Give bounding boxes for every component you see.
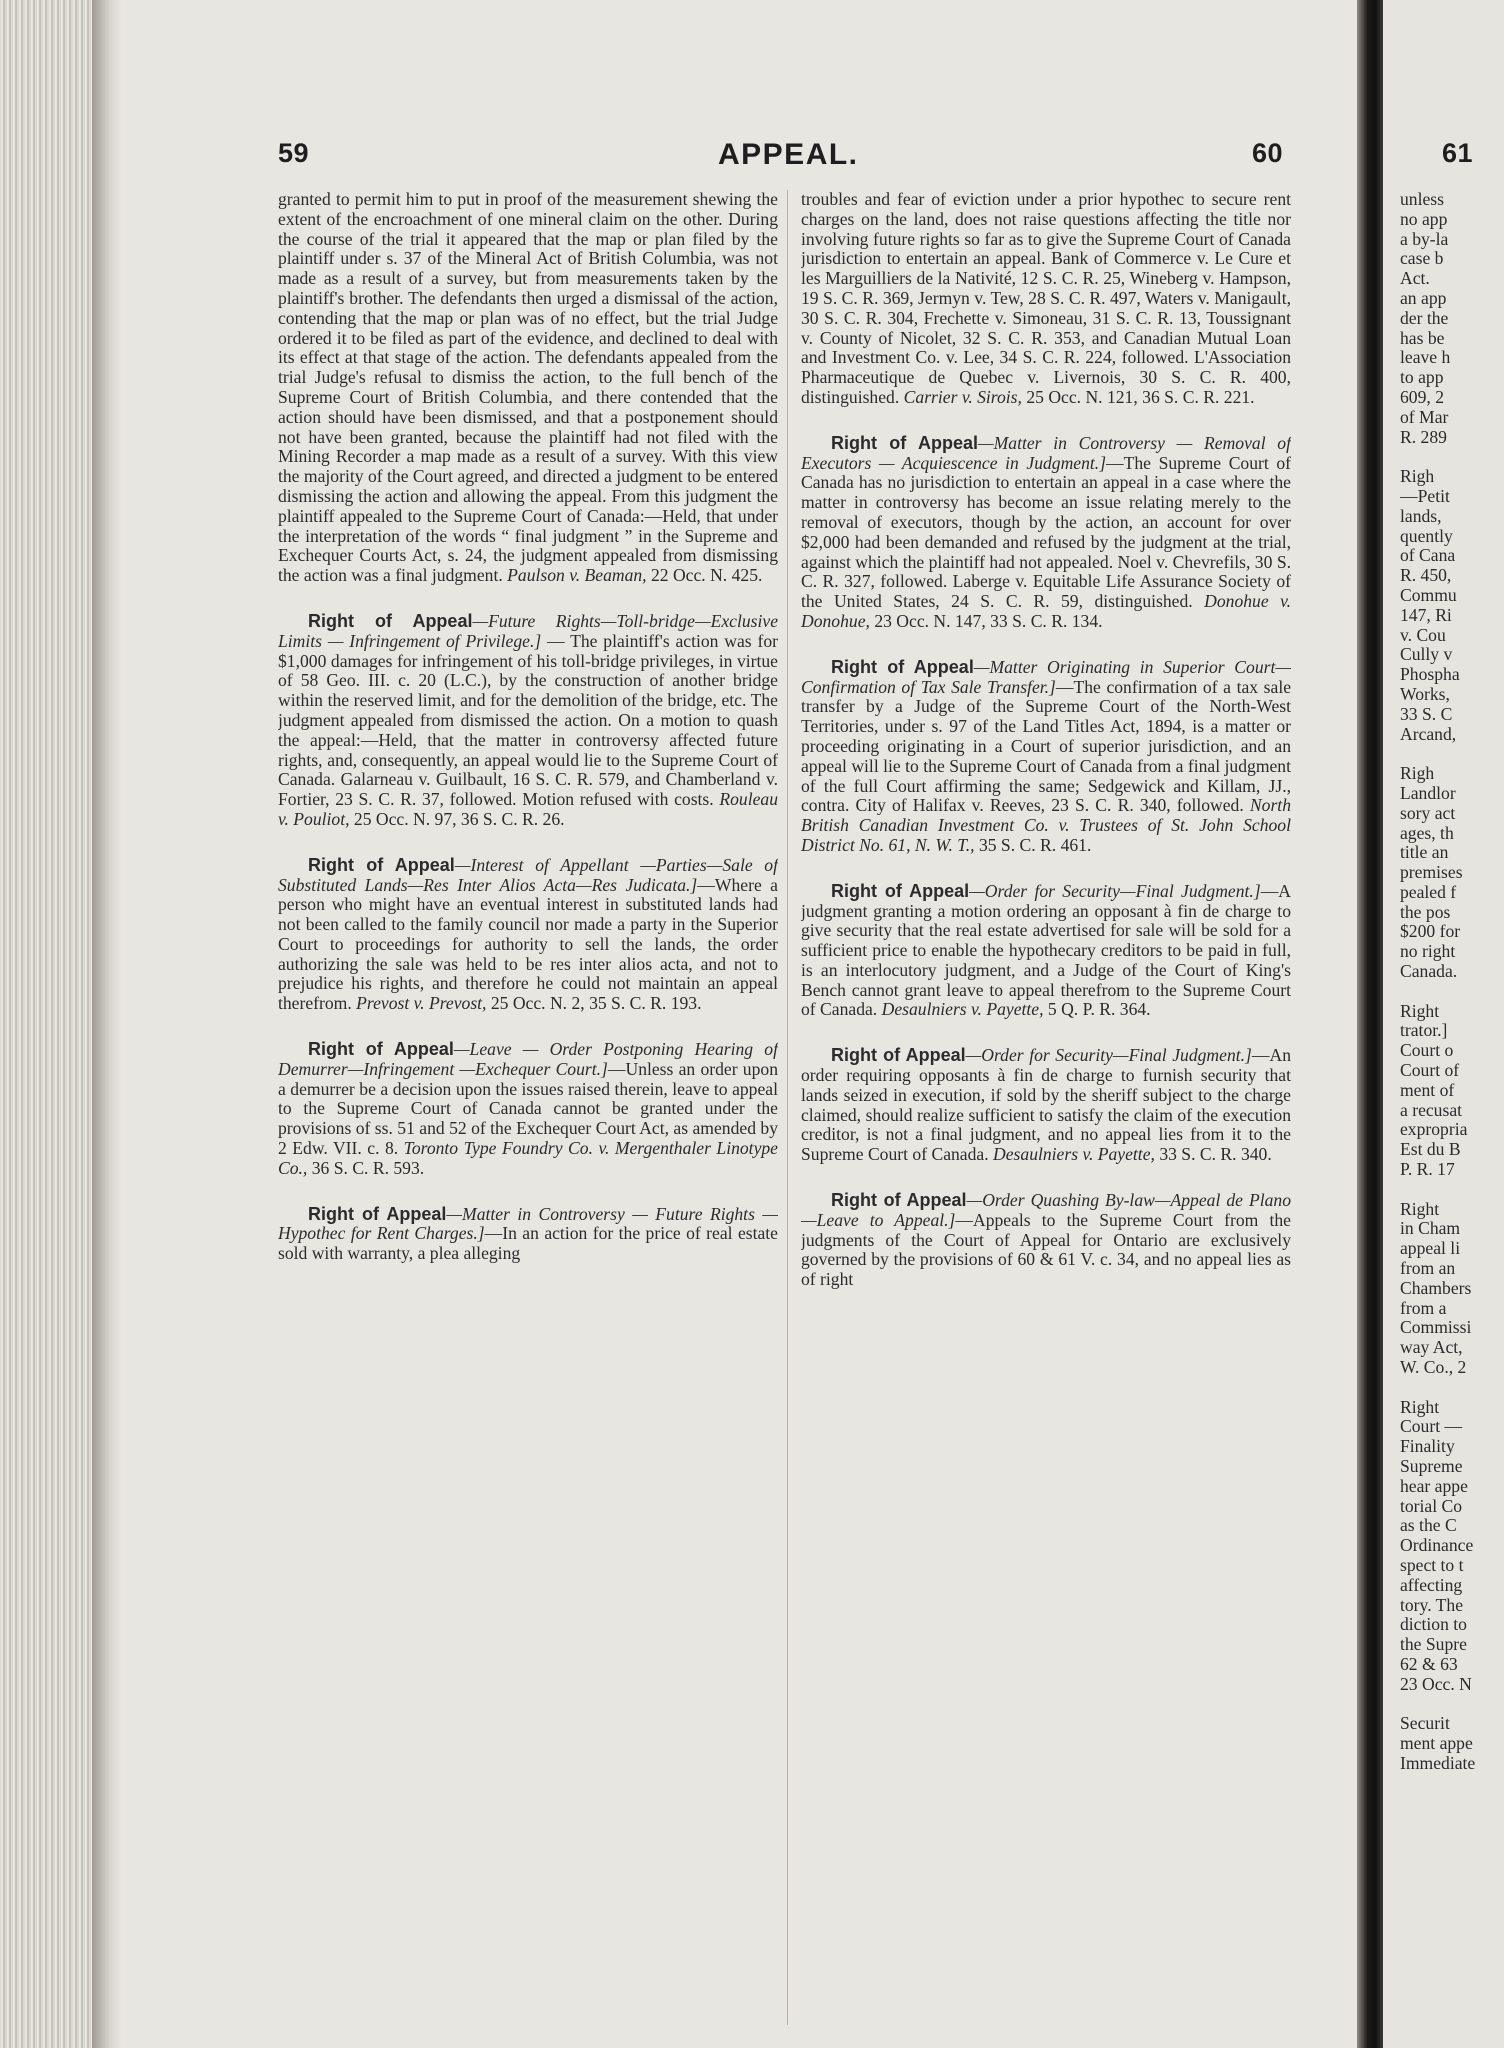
fragment-line: to app [1400, 367, 1444, 388]
fragment-line: Commissi [1400, 1317, 1472, 1338]
entry-lead: Right of Appeal [308, 610, 473, 631]
fragment-line [1400, 744, 1504, 764]
entry-heading: —Order for Security—Final Judgment.] [965, 1045, 1252, 1066]
fragment-line: diction to [1400, 1614, 1467, 1635]
fragment-line: der the [1400, 307, 1449, 328]
fragment-line: Commu [1400, 584, 1457, 605]
entry [801, 882, 1291, 1021]
fragment-line: no right [1400, 941, 1456, 962]
fragment-line: Right [1400, 1396, 1440, 1417]
fragment-line: Ordinance [1400, 1535, 1474, 1556]
fragment-line: premises [1400, 862, 1463, 883]
fragment-line: Cully v [1400, 644, 1453, 665]
fragment-line: Court — [1400, 1416, 1463, 1437]
right-column-fragment [1400, 190, 1504, 2030]
fragment-line [1400, 982, 1504, 1002]
fragment-line: Right [1400, 1198, 1440, 1219]
fragment-line: appeal li [1400, 1238, 1461, 1259]
entry-body: —The confirmation of a tax sale transfer by a Judge of the Supreme Court of the North-West Territories, under s. 97 of the Land Titles Act, 1894, is a matter or proceeding originating in a Court of superior jurisdiction, and an appeal will lie to the Supreme Court of Canada from a final judgment of the full Court affirming the same; Sedgewick and Killam, JJ., contra. City of Halifax v. Reeves, 23 S. C. R. 340, followed. [801, 676, 1291, 816]
entry-case: Desaulniers v. Payette, [881, 999, 1044, 1020]
fragment-line [1400, 1378, 1504, 1398]
fragment-line: spect to t [1400, 1554, 1464, 1575]
entry-citation: 23 Occ. N. 147, 33 S. C. R. 134. [874, 610, 1103, 631]
fragment-line: torial Co [1400, 1495, 1463, 1516]
fragment-line: 23 Occ. N [1400, 1673, 1472, 1694]
fragment-line: leave h [1400, 347, 1451, 368]
fragment-line: Right [1400, 1000, 1440, 1021]
fragment-line: trator.] [1400, 1020, 1448, 1041]
entry-lead: Right of Appeal [308, 1203, 447, 1224]
fragment-line: Securit [1400, 1713, 1450, 1734]
fragment-line: Righ [1400, 466, 1435, 487]
fragment-line: Supreme [1400, 1456, 1463, 1476]
fragment-line: a recusat [1400, 1099, 1463, 1120]
entry [801, 1046, 1291, 1165]
entry [801, 190, 1291, 408]
entry-case: Desaulniers v. Payette, [993, 1144, 1155, 1165]
entry [278, 1040, 778, 1179]
entry-citation: 33 S. C. R. 340. [1159, 1144, 1272, 1165]
entry [278, 856, 778, 1014]
fragment-line: ment of [1400, 1079, 1455, 1100]
fragment-line: ages, th [1400, 822, 1454, 843]
fragment-line: a by-la [1400, 228, 1449, 249]
entry-citation: 22 Occ. N. 425. [650, 565, 763, 586]
entry-citation: 35 S. C. R. 461. [978, 834, 1092, 855]
fragment-line: Est du B [1400, 1139, 1461, 1160]
fragment-line: Chambers [1400, 1277, 1472, 1298]
page-number-left: 59 [278, 138, 310, 168]
fragment-line: R. 450, [1400, 565, 1452, 586]
fragment-line: Works, [1400, 683, 1450, 704]
fragment-line [1400, 1180, 1504, 1200]
entry-heading: —Matter in Controversy — Removal of Executors — Acquiescence in Judgment.] [801, 432, 1291, 473]
entry-case: Rouleau v. Pouliot, [278, 789, 778, 829]
entry-lead: Right of Appeal [831, 1045, 966, 1066]
fragment-line: way Act, [1400, 1337, 1463, 1358]
fragment-line: expropria [1400, 1119, 1468, 1140]
fragment-line: case b [1400, 248, 1444, 269]
entry-citation: 36 S. C. R. 593. [311, 1157, 425, 1178]
fragment-line: 609, 2 [1400, 386, 1444, 407]
fragment-line: P. R. 17 [1400, 1159, 1455, 1180]
fragment-line: Court of [1400, 1060, 1460, 1081]
entry [801, 658, 1291, 856]
book-gutter [1357, 0, 1383, 2048]
entry-heading: —Order Quashing By-law—Appeal de Plano—Leave to Appeal.] [801, 1190, 1291, 1230]
entry-body: — The plaintiff's action was for $1,000 damages for infringement of his toll-bridge privileges, in virtue of 58 Geo. III. c. 20 (L.C.), by the construction of another bridge within the reserved limit, and for the demolition of the bridge, etc. The judgment appealed from dismissed the action. On a motion to quash the appeal:—Held, that the matter in controversy affected future rights, and, consequently, an appeal would lie to the Supreme Court of Canada. Galarneau v. Guilbault, 16 S. C. R. 579, and Chamberland v. Fortier, 23 S. C. R. 37, followed. Motion refused with costs. [278, 630, 778, 810]
fragment-line: pealed f [1400, 881, 1457, 902]
entry [278, 190, 778, 586]
entry-body: —In an action for the price of real estate sold with warranty, a plea alleging [278, 1223, 778, 1264]
middle-column [801, 190, 1291, 2030]
entry-heading: —Interest of Appellant —Parties—Sale of Substituted Lands—Res Inter Alios Acta—Res Judicata.] [278, 854, 778, 895]
entry-case: Paulson v. Beaman, [507, 565, 647, 586]
fragment-line: —Petit [1400, 485, 1450, 506]
entry-body: troubles and fear of eviction under a prior hypothec to secure rent charges on the land, does not raise questions affecting the title nor involving future rights so far as to give the Supreme Court of Canada jurisdiction to entertain an appeal. Bank of Commerce v. Le Cure et les Marguilliers de la Nativité, 12 S. C. R. 25, Wineberg v. Hampson, 19 S. C. R. 369, Jermyn v. Tew, 28 S. C. R. 497, Waters v. Manigault, 30 S. C. R. 304, Frechette v. Simoneau, 31 S. C. R. 13, Toussignant v. County of Nicolet, 32 S. C. R. 353, and Canadian Mutual Loan and Investment Co. v. Lee, 34 S. C. R. 224, followed. L'Association Pharmaceutique de Quebec v. Livernois, 30 S. C. R. 400, distinguished. [801, 190, 1291, 407]
entry-body: —An order requiring opposants à fin de charge to furnish security that lands seized in execution, if sold by the sheriff subject to the charge claimed, should realize sufficient to satisfy the claim of the execution creditor, is not a final judgment, and no appeal lies from it to the Supreme Court of Canada. [801, 1045, 1291, 1165]
page-edge-shadow [92, 0, 122, 2048]
fragment-line: of Cana [1400, 545, 1456, 566]
entry-lead: Right of Appeal [831, 656, 974, 677]
fragment-line: no app [1400, 208, 1448, 229]
fragment-line: tory. The [1400, 1594, 1464, 1615]
entry-citation: 25 Occ. N. 97, 36 S. C. R. 26. [353, 808, 565, 829]
fragment-line: v. Cou [1400, 624, 1446, 645]
fragment-line: of Mar [1400, 406, 1449, 427]
entry-citation: 25 Occ. N. 2, 35 S. C. R. 193. [490, 993, 702, 1014]
entry-body: granted to permit him to put in proof of the measurement shewing the extent of the encroachment of one mineral claim on the other. During the course of the trial it appeared that the map or plan filed by the plaintiff under s. 37 of the Mineral Act of British Columbia, was not made as a result of a survey, but from measurements taken by the plaintiff's brother. The defendants then urged a dismissal of the action, contending that the map or plan was of no effect, but the trial Judge ordered it to be filed as part of the evidence, and declined to deal with its effect at that stage of the action. The defendants appealed from the trial Judge's refusal to dismiss the action, to the full bench of the Supreme Court of British Columbia, and there contended that the action should have been dismissed, and that a postponement should not have been granted, because the plaintiff had not filed with the Mining Recorder a map made as a result of a survey. With this view the majority of the Court agreed, and directed a judgment to be entered dismissing the action and allowing the appeal. From this judgment the plaintiff appealed to the Supreme Court of Canada:—Held, that under the interpretation of the words “ final judgment ” in the Supreme and Exchequer Courts Act, s. 24, the judgment appealed from dismissing the action was a final judgment. [278, 190, 778, 586]
fragment-line: Righ [1400, 763, 1435, 784]
entry-citation: 25 Occ. N. 121, 36 S. C. R. 221. [1026, 386, 1255, 407]
entry-case: Donohue v. Donohue, [801, 591, 1291, 631]
entry [278, 612, 778, 830]
entry-heading: —Matter Originating in Superior Court—Confirmation of Tax Sale Transfer.] [801, 656, 1291, 697]
fragment-line: 147, Ri [1400, 604, 1452, 625]
fragment-line: hear appe [1400, 1475, 1468, 1496]
running-head-title: APPEAL. [718, 138, 859, 171]
entry-body: —The Supreme Court of Canada has no jurisdiction to entertain an appeal in a case where the matter in controversy has become an issue relating merely to the removal of executors, though by the action, an account for over $2,000 had been demanded and refused by the judgment at the trial, against which the plaintiff had not appealed. Noel v. Chevrefils, 30 S. C. R. 327, followed. Laberge v. Equitable Life Assurance Society of the United States, 24 S. C. R. 59, distinguished. [801, 452, 1291, 612]
fragment-line [1400, 447, 1504, 467]
entry-case: North British Canadian Investment Co. v. Trustees of St. John School District No. 61, N. W. T., [801, 795, 1291, 855]
entry-lead: Right of Appeal [831, 432, 978, 453]
entry-body: —Unless an order upon a demurrer be a decision upon the issues raised therein, leave to appeal to the Supreme Court of Canada cannot be granted under the provisions of ss. 51 and 52 of the Exchequer Court Act, as amended by 2 Edw. VII. c. 8. [278, 1058, 778, 1159]
entry-body: —Where a person who might have an eventual interest in substituted lands had not been called to the family council nor made a party in the Superior Court to proceedings for authority to sell the lands, the order authorizing the sale was held to be res inter alios acta, and not to prejudice his rights, and therefore he could not maintain an appeal therefrom. [278, 874, 778, 1014]
fragment-line: R. 289 [1400, 426, 1447, 447]
column-divider [787, 190, 788, 2025]
fragment-line: Landlor [1400, 782, 1456, 803]
entry-heading: —Leave — Order Postponing Hearing of Demurrer—Infringement —Exchequer Court.] [278, 1039, 778, 1079]
fragment-line: Immediate [1400, 1752, 1476, 1773]
fragment-line: from a [1400, 1297, 1447, 1318]
fragment-line [1400, 1695, 1504, 1715]
entry-case: Toronto Type Foundry Co. v. Mergenthaler Linotype Co., [278, 1138, 778, 1178]
fragment-line: title an [1400, 842, 1449, 863]
page-number-next: 61 [1442, 138, 1474, 168]
entry-body: —Appeals to the Supreme Court from the judgments of the Court of Appeal for Ontario are exclusively governed by the provisions of 60 & 61 V. c. 34, and no appeal lies as of right [801, 1209, 1291, 1290]
fragment-line: has be [1400, 327, 1445, 348]
fragment-line: quently [1400, 525, 1453, 546]
entry-citation: 5 Q. P. R. 364. [1047, 999, 1151, 1020]
entry-heading: —Order for Security—Final Judgment.] [969, 880, 1261, 901]
entry [801, 1191, 1291, 1290]
entry-body: —A judgment granting a motion ordering an opposant à fin de charge to give security that the real estate advertised for sale will be sold for a sufficient price to enable the hypothecary creditors to be paid in full, is an interlocutory judgment, and a Judge of the Court of King's Bench cannot grant leave to appeal therefrom to the Supreme Court of Canada. [801, 880, 1291, 1020]
entry-heading: —Future Rights—Toll-bridge—Exclusive Limits — Infringement of Privilege.] [278, 610, 778, 651]
entry-heading: —Matter in Controversy — Future Rights — Hypothec for Rent Charges.] [278, 1203, 778, 1244]
entry-case: Carrier v. Sirois, [903, 386, 1022, 407]
fragment-line: affecting [1400, 1574, 1463, 1595]
fragment-line: Act. [1400, 268, 1430, 289]
fragment-line: the Supre [1400, 1634, 1467, 1655]
fragment-line: W. Co., 2 [1400, 1357, 1467, 1378]
fragment-line: an app [1400, 287, 1447, 308]
entry-case: Prevost v. Prevost, [356, 993, 487, 1014]
fragment-line: Phospha [1400, 664, 1460, 685]
entry [801, 434, 1291, 632]
entry-lead: Right of Appeal [831, 880, 970, 901]
fragment-line: Arcand, [1400, 723, 1457, 744]
fragment-line: from an [1400, 1258, 1456, 1279]
left-column [278, 190, 778, 2030]
fragment-line: $200 for [1400, 921, 1461, 942]
fragment-line: the pos [1400, 901, 1451, 922]
fragment-line: Canada. [1400, 961, 1458, 982]
fragment-line: sory act [1400, 802, 1456, 823]
fragment-line: 62 & 63 [1400, 1653, 1458, 1674]
page-number-right: 60 [1252, 138, 1284, 168]
fragment-line: Finality [1400, 1436, 1455, 1457]
fragment-line: as the C [1400, 1515, 1457, 1536]
fragment-line: lands, [1400, 505, 1442, 526]
entry [278, 1205, 778, 1264]
fragment-line: unless [1400, 190, 1444, 209]
entry-lead: Right of Appeal [831, 1190, 967, 1211]
fragment-line: 33 S. C [1400, 703, 1453, 724]
book-page-edge [0, 0, 92, 2048]
entry-lead: Right of Appeal [308, 854, 455, 875]
entry-lead: Right of Appeal [308, 1039, 454, 1060]
fragment-line: in Cham [1400, 1218, 1461, 1239]
fragment-line: ment appe [1400, 1733, 1473, 1754]
fragment-line: Court o [1400, 1040, 1454, 1061]
